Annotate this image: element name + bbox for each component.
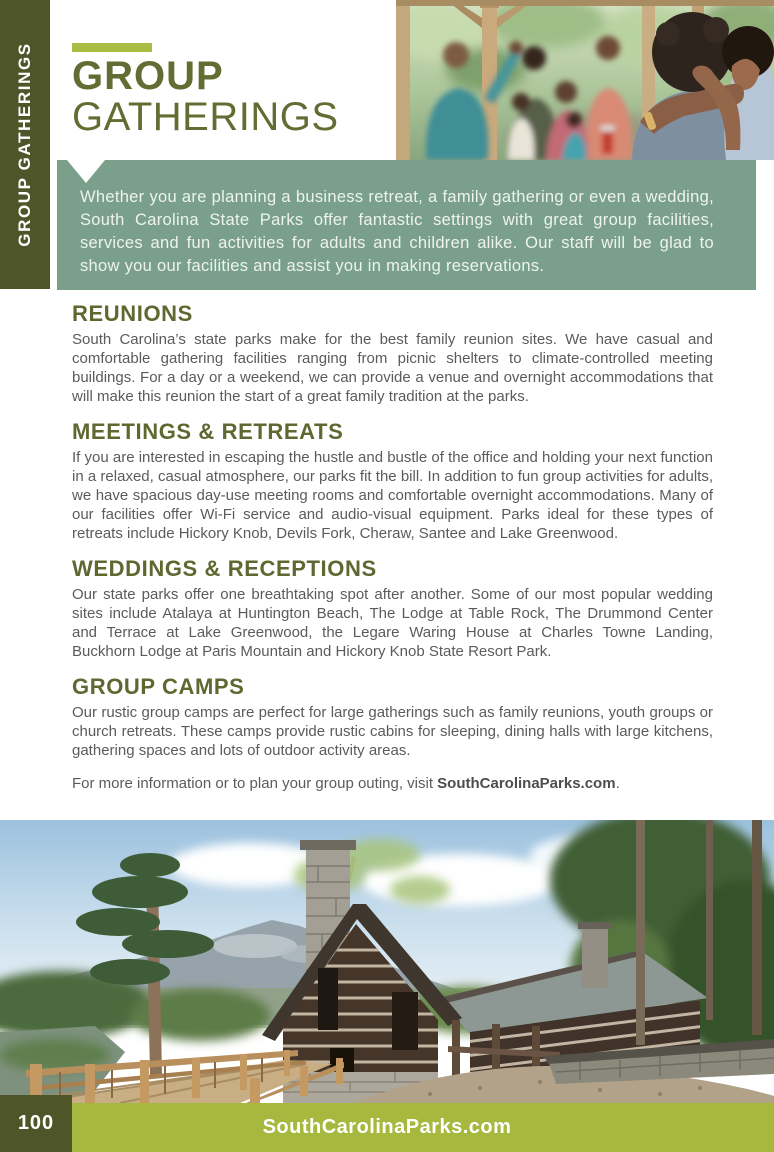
section-meetings-retreats xyxy=(72,420,713,543)
page-number: 100 xyxy=(17,1112,55,1134)
lodge-photo-art xyxy=(0,820,774,1103)
section-heading: MEETINGS & RETREATS xyxy=(72,419,344,444)
section-reunions xyxy=(72,302,713,406)
intro-text: Whether you are planning a business retreat, a family gathering or even a wedding, South Carolina State Parks offer fantastic settings with great group facilities, services and fun activities for adults and children alike. Our staff will be glad to show you our facilities and assist you in making reservations. xyxy=(80,188,714,275)
more-info-line xyxy=(72,774,713,793)
more-info-prefix: For more information or to plan your group outing, visit xyxy=(72,775,438,792)
content-column xyxy=(72,302,713,807)
section-heading: WEDDINGS & RECEPTIONS xyxy=(72,556,377,581)
section-body: Our state parks offer one breathtaking spot after another. Some of our most popular wedding sites include Atalaya at Huntington Beach, The Lodge at Table Rock, The Drummond Center and Terrace at Lake Greenwood, the Legare Waring House at Charles Towne Landing, Buckhorn Lodge at Paris Mountain and Hickory Knob State Resort Park. xyxy=(72,586,713,660)
family-gathering-photo-art xyxy=(396,0,774,160)
sidebar-tab xyxy=(0,0,50,289)
page-number-box xyxy=(0,1095,72,1152)
website-text: SouthCarolinaParks.com xyxy=(437,775,616,792)
page-title xyxy=(72,56,339,138)
page-title-line2: GATHERINGS xyxy=(72,95,339,139)
family-gathering-photo xyxy=(396,0,774,160)
section-heading: REUNIONS xyxy=(72,301,193,326)
section-weddings-receptions xyxy=(72,557,713,661)
intro-callout xyxy=(57,160,756,290)
page-title-line1: GROUP xyxy=(72,54,224,98)
section-group-camps xyxy=(72,675,713,760)
sidebar-vertical-label: GROUP GATHERINGS xyxy=(15,42,34,247)
title-accent-bar xyxy=(72,43,152,52)
page-title-block xyxy=(57,0,396,160)
section-body: If you are interested in escaping the hustle and bustle of the office and holding your next function in a relaxed, casual atmosphere, our parks fit the bill. In addition to fun group activities for adults, we have spacious day-use meeting rooms and comfortable overnight accommodations. Many of our facilities offer Wi-Fi service and audio-visual equipment. Parks ideal for these types of retreats include Hickory Knob, Devils Fork, Cheraw, Santee and Lake Greenwood. xyxy=(72,449,713,542)
footer-website: SouthCarolinaParks.com xyxy=(262,1116,512,1138)
section-body: Our rustic group camps are perfect for large gatherings such as family reunions, youth groups or church retreats. These camps provide rustic cabins for sleeping, dining halls with large kitchens, gathering spaces and lots of outdoor activity areas. xyxy=(72,704,713,759)
lodge-photo xyxy=(0,820,774,1103)
callout-notch xyxy=(67,160,105,183)
section-body: South Carolina’s state parks make for the best family reunion sites. We have casual and comfortable gathering facilities ranging from picnic shelters to climate-controlled meeting buildings. For a day or a weekend, we can provide a venue and overnight accommodations that will make this reunion the start of a great family tradition at the parks. xyxy=(72,331,713,405)
section-heading: GROUP CAMPS xyxy=(72,674,245,699)
more-info-suffix: . xyxy=(615,775,620,792)
